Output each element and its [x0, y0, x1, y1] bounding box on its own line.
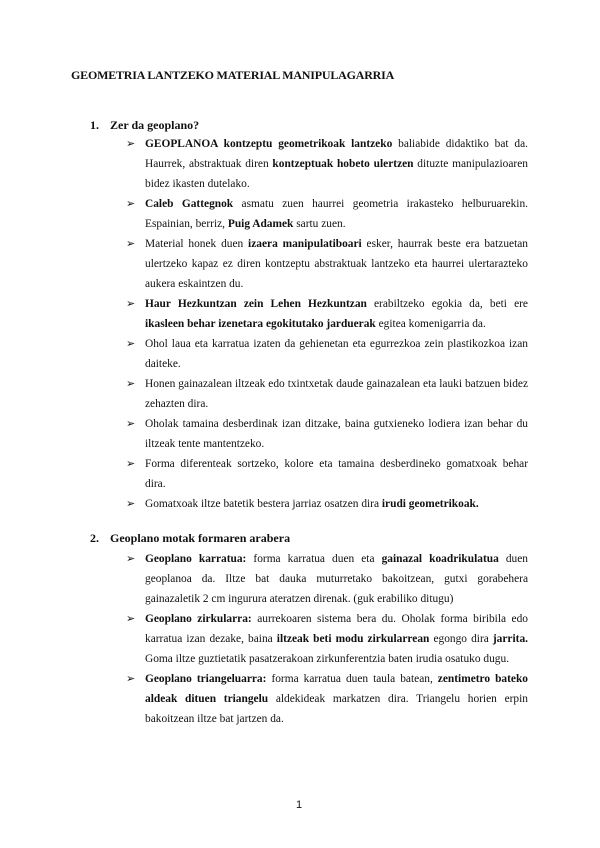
- section-number: 1.: [90, 118, 99, 132]
- bold-text: gainazal koadrikulatua: [381, 553, 499, 565]
- item-text: egongo dira: [429, 633, 493, 645]
- item-text: forma karratua duen eta: [246, 553, 382, 565]
- item-text: aldekideak markatzen dira. Triangelu horien erpin bakoitzean iltze bat jartzen da.: [145, 693, 528, 725]
- item-text: Material honek duen: [145, 238, 249, 250]
- bold-text: jarrita.: [492, 633, 528, 645]
- item-text: sartu zuen.: [293, 218, 346, 230]
- bold-text: Caleb Gattegnok: [145, 198, 234, 210]
- arrow-bullet-icon: ➢: [126, 613, 136, 625]
- list-item: [126, 454, 528, 494]
- item-text: aurrekoaren sistema bera du. Oholak forma biribila edo karratua izan dezake, baina: [145, 613, 528, 645]
- item-text: Ohol laua eta karratua izaten da gehienetan eta egurrezkoa zein plastikozkoa izan daiteke.: [145, 338, 528, 370]
- bold-text: Geoplano zirkularra:: [145, 613, 252, 625]
- list-item: [126, 194, 528, 234]
- arrow-bullet-icon: ➢: [126, 418, 136, 430]
- bold-text: izaera manipulatiboari: [248, 238, 362, 250]
- bold-text: GEOPLANOA kontzeptu geometrikoak lantzeko: [145, 138, 393, 150]
- list-item: [126, 549, 528, 609]
- list-item: [126, 609, 528, 669]
- document-title: GEOMETRIA LANTZEKO MATERIAL MANIPULAGARRIA: [71, 68, 395, 82]
- bold-text: ikasleen behar izenetara egokitutako jarduerak: [145, 318, 376, 330]
- list-item: [126, 494, 528, 514]
- item-text: Honen gainazalean iltzeak edo txintxetak daude gainazalean eta lauki batzuen bidez zehazten dira.: [145, 378, 528, 410]
- section-heading-2: [90, 531, 290, 546]
- arrow-bullet-icon: ➢: [126, 198, 136, 210]
- arrow-bullet-icon: ➢: [126, 673, 136, 685]
- arrow-bullet-icon: ➢: [126, 553, 136, 565]
- bold-text: Puig Adamek: [227, 218, 294, 230]
- item-text: egitea komenigarria da.: [375, 318, 486, 330]
- bold-text: irudi geometrikoak.: [381, 498, 479, 510]
- bold-text: Geoplano triangeluarra:: [145, 673, 267, 685]
- item-text: Gomatxoak iltze batetik bestera jarriaz osatzen dira: [145, 498, 382, 510]
- list-item: [126, 374, 528, 414]
- bold-text: zentimetro bateko aldeak dituen triangelu: [145, 673, 528, 705]
- section-number: 2.: [90, 531, 99, 545]
- item-text: forma karratua duen taula batean,: [266, 673, 438, 685]
- section-1-list: [126, 134, 528, 514]
- arrow-bullet-icon: ➢: [126, 498, 136, 510]
- section-title: Geoplano motak formaren arabera: [110, 531, 291, 545]
- list-item: [126, 294, 528, 334]
- list-item: [126, 334, 528, 374]
- item-text: asmatu zuen haurrei geometria irakasteko helburuarekin. Espainian, berriz,: [145, 198, 528, 230]
- item-text: Oholak tamaina desberdinak izan ditzake, baina gutxieneko lodiera izan behar du iltzeak tente mantentzeko.: [145, 418, 528, 450]
- section-2-list: [126, 549, 528, 729]
- bold-text: kontzeptuak hobeto ulertzen: [272, 158, 414, 170]
- section-heading-1: [90, 118, 199, 133]
- section-title: Zer da geoplano?: [110, 118, 200, 132]
- bold-text: Geoplano karratua:: [145, 553, 247, 565]
- arrow-bullet-icon: ➢: [126, 138, 136, 150]
- item-text: duen geoplanoa da. Iltze bat dauka muturretako bakoitzean, gutxi gorabehera gainazaletik 2 cm ingurura ateratzen direnak. (guk erabiliko ditugu): [145, 553, 528, 605]
- list-item: [126, 669, 528, 729]
- arrow-bullet-icon: ➢: [126, 238, 136, 250]
- item-text: baliabide didaktiko bat da. Haurrek, abstraktuak diren: [145, 138, 528, 170]
- item-text: erabiltzeko egokia da, beti ere: [366, 298, 528, 310]
- page-number: 1: [296, 799, 303, 811]
- item-text: Goma iltze guztietatik pasatzerakoan zirkunferentzia baten irudia osatuko dugu.: [145, 653, 510, 665]
- arrow-bullet-icon: ➢: [126, 378, 136, 390]
- list-item: [126, 134, 528, 194]
- arrow-bullet-icon: ➢: [126, 338, 136, 350]
- arrow-bullet-icon: ➢: [126, 298, 136, 310]
- bold-text: iltzeak beti modu zirkularrean: [276, 633, 430, 645]
- list-item: [126, 234, 528, 294]
- item-text: esker, haurrak beste era batzuetan ulertzeko kapaz ez diren kontzeptu abstraktuak lantzeko eta haurrei ulertarazteko aukera eskaintzen du.: [145, 238, 528, 290]
- arrow-bullet-icon: ➢: [126, 458, 136, 470]
- item-text: Forma diferenteak sortzeko, kolore eta tamaina desberdineko gomatxoak behar dira.: [145, 458, 528, 490]
- list-item: [126, 414, 528, 454]
- bold-text: Haur Hezkuntzan zein Lehen Hezkuntzan: [145, 298, 367, 310]
- item-text: dituzte manipulazioaren bidez ikasten dutelako.: [145, 158, 528, 190]
